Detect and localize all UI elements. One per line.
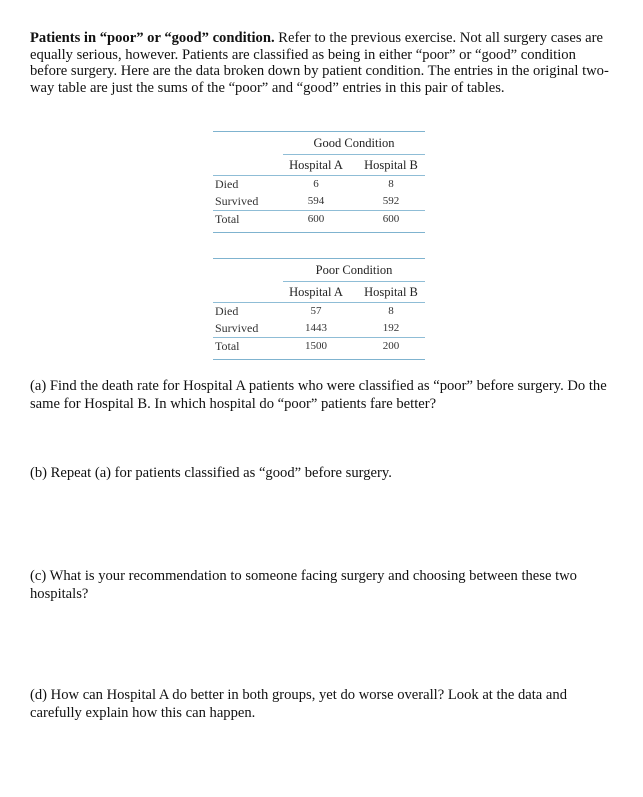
question-b: (b) Repeat (a) for patients classified as “good” before surgery.	[30, 465, 392, 481]
table-header	[213, 282, 425, 302]
good-condition-table	[213, 131, 425, 233]
cell-hospital-b: 600	[382, 213, 400, 225]
question-c: (c) What is your recommendation to someone facing surgery and choosing between these two hospitals?	[30, 568, 577, 602]
row-label: Survived	[215, 321, 259, 335]
table-title: Poor Condition	[315, 263, 393, 277]
cell-hospital-a: 1443	[305, 322, 327, 334]
cell-hospital-b: 8	[388, 305, 394, 317]
table-bottom-rule	[213, 359, 425, 360]
cell-hospital-b: 192	[382, 322, 400, 334]
poor-condition-table	[213, 258, 425, 360]
intro-heading: Patients in “poor” or “good” condition.	[30, 30, 275, 46]
table-title: Good Condition	[313, 136, 395, 150]
table-row	[213, 176, 425, 193]
row-label: Total	[215, 212, 240, 226]
cell-hospital-a: 594	[307, 195, 325, 207]
intro-paragraph	[30, 30, 615, 96]
row-label: Total	[215, 339, 240, 353]
question-a: (a) Find the death rate for Hospital A patients who were classified as “poor” before surgery. Do the same for Hospital B. In which hospital do “poor” patients fare better?	[30, 378, 607, 412]
cell-hospital-a: 57	[310, 305, 322, 317]
table-bottom-rule	[213, 232, 425, 233]
column-header-hospital-b: Hospital B	[364, 158, 418, 172]
row-label: Died	[215, 304, 239, 318]
table-row	[213, 338, 425, 355]
row-label: Survived	[215, 194, 259, 208]
column-header-hospital-a: Hospital A	[289, 285, 343, 299]
table-row	[213, 193, 425, 210]
table-header	[213, 155, 425, 175]
question-d: (d) How can Hospital A do better in both groups, yet do worse overall? Look at the data and carefully explain how this can happen.	[30, 687, 567, 721]
cell-hospital-b: 592	[382, 195, 400, 207]
table-row	[213, 303, 425, 320]
cell-hospital-b: 200	[382, 340, 400, 352]
column-header-hospital-a: Hospital A	[289, 158, 343, 172]
cell-hospital-a: 1500	[305, 340, 327, 352]
table-row	[213, 211, 425, 228]
column-header-hospital-b: Hospital B	[364, 285, 418, 299]
cell-hospital-a: 600	[307, 213, 325, 225]
cell-hospital-a: 6	[313, 178, 319, 190]
cell-hospital-b: 8	[388, 178, 394, 190]
intro-body: Refer to the previous exercise. Not all surgery cases are equally serious, however. Patients are classified as being in either “poor” or “good” condition before surgery. Here are the data broken down by patient condition. The entries in the original two-way table are just the sums of the “poor” and “good” entries in this pair of tables.	[30, 30, 609, 96]
row-label: Died	[215, 177, 239, 191]
table-row	[213, 320, 425, 337]
